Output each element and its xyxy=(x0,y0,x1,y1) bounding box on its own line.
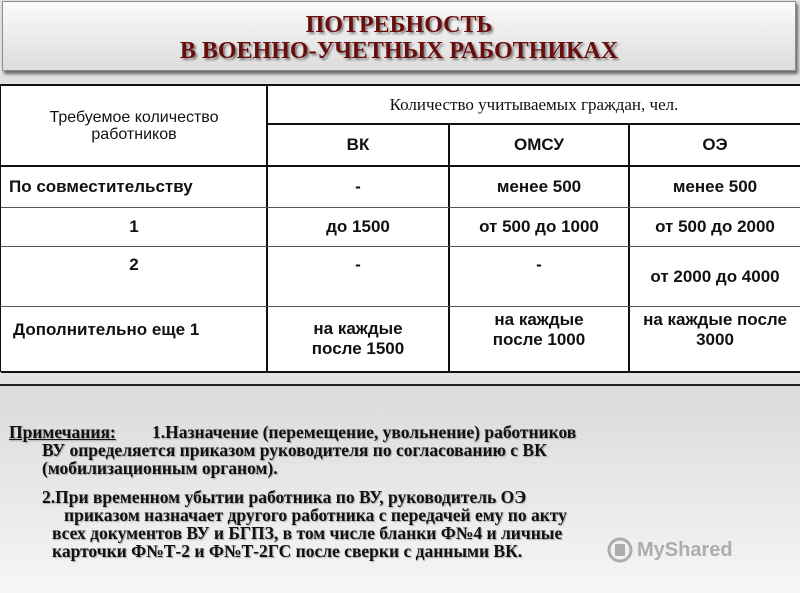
note-1-line-3: (мобилизационным органом). xyxy=(42,458,278,478)
table-cell: от 2000 до 4000 xyxy=(650,266,780,286)
table-cell: от 500 до 2000 xyxy=(655,217,775,236)
column-divider xyxy=(266,86,268,372)
table-cell: на каждые после 1000 xyxy=(492,310,586,349)
table-cell: на каждые после 3000 xyxy=(643,310,787,349)
row-divider xyxy=(1,207,800,208)
note-1-line-1: 1.Назначение (перемещение, увольнение) работников xyxy=(152,422,577,442)
note-2-line-2: приказом назначает другого работника с передачей ему по акту xyxy=(64,505,567,525)
column-divider xyxy=(448,124,450,372)
myshared-logo-icon xyxy=(607,537,633,563)
note-2-line-1: 2.При временном убытии работника по ВУ, руководитель ОЭ xyxy=(42,487,527,507)
watermark-text: MyShared xyxy=(637,538,733,561)
row-label-part-time: По совместительству xyxy=(9,177,193,196)
row-divider xyxy=(267,123,800,125)
note-1-line-2: ВУ определяется приказом руководителя по согласованию с ВК xyxy=(42,440,547,460)
table-cell: - xyxy=(355,255,361,274)
column-header-oe: ОЭ xyxy=(702,135,728,154)
column-header-vk: ВК xyxy=(346,135,370,154)
page-title-line-2: В ВОЕННО-УЧЕТНЫХ РАБОТНИКАХ xyxy=(179,38,619,64)
watermark xyxy=(607,537,733,563)
table-cell: от 500 до 1000 xyxy=(479,217,599,236)
note-2-line-3: всех документов ВУ и БГПЗ, в том числе бланки Ф№4 и личные xyxy=(52,523,563,543)
row-divider xyxy=(1,371,800,373)
row-divider xyxy=(1,246,800,247)
notes-label: Примечания: xyxy=(9,422,116,442)
row-label-two: 2 xyxy=(129,255,139,274)
column-divider xyxy=(628,124,630,372)
header-citizens-count: Количество учитываемых граждан, чел. xyxy=(389,95,679,114)
header-required-workers: Требуемое количество работников xyxy=(49,109,219,143)
row-label-additional: Дополнительно еще 1 xyxy=(13,320,200,339)
page-title-line-1: ПОТРЕБНОСТЬ xyxy=(305,12,493,38)
table-cell: - xyxy=(355,177,361,196)
table-cell: менее 500 xyxy=(496,177,582,196)
table-cell: - xyxy=(536,255,542,274)
column-header-omsu: ОМСУ xyxy=(513,135,564,154)
table-cell: до 1500 xyxy=(326,217,390,236)
row-divider xyxy=(1,165,800,167)
row-label-one: 1 xyxy=(129,217,139,236)
table-cell: на каждые после 1500 xyxy=(311,319,405,358)
table-cell: менее 500 xyxy=(672,177,758,196)
title-panel xyxy=(2,1,796,71)
row-divider xyxy=(1,306,800,307)
requirements-table xyxy=(0,84,800,372)
note-2-line-4: карточки Ф№Т-2 и Ф№Т-2ГС после сверки с данными ВК. xyxy=(52,541,523,561)
